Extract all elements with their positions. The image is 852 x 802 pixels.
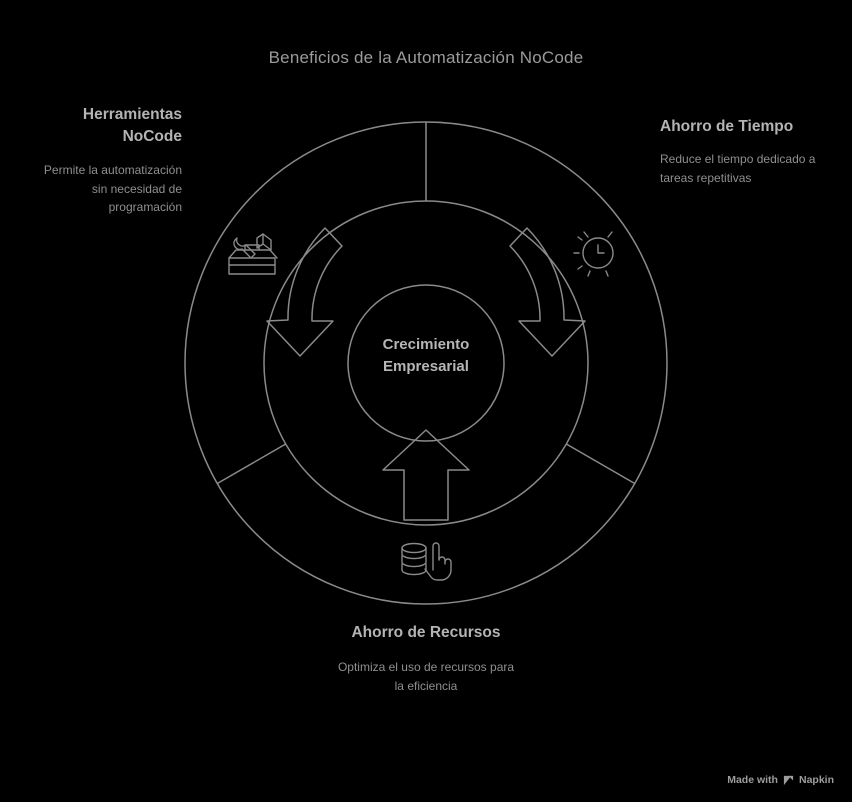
- spoke-lower-left: [217, 444, 285, 484]
- arrow-from-time: [510, 228, 585, 356]
- node-description-time: Reduce el tiempo dedicado a tareas repetitivas: [660, 152, 816, 186]
- node-label-resources: [336, 622, 516, 696]
- center-label-line-2: Empresarial: [383, 357, 469, 375]
- made-with-napkin-watermark: [727, 774, 834, 786]
- node-description-tools: Permite la automatización sin necesidad de programación: [43, 162, 182, 215]
- arrow-from-tools: [267, 228, 342, 356]
- napkin-logo-icon: [783, 775, 794, 786]
- center-label: [346, 334, 506, 378]
- node-description-resources: Optimiza el uso de recursos para la eficiencia: [337, 660, 515, 694]
- coins-hand-icon: [402, 543, 451, 580]
- node-heading-time: Ahorro de Tiempo: [660, 118, 794, 135]
- made-with-text: Made with: [727, 774, 778, 786]
- node-heading-tools: Herramientas NoCode: [82, 106, 182, 146]
- center-label-line-1: Crecimiento: [382, 336, 470, 353]
- toolbox-icon: [229, 234, 277, 274]
- node-heading-resources: Ahorro de Recursos: [351, 624, 501, 641]
- node-label-time: [660, 116, 820, 188]
- alarm-clock-icon: [574, 232, 613, 276]
- node-label-tools: [36, 104, 182, 217]
- spoke-lower-right: [566, 444, 634, 484]
- napkin-brand-text: Napkin: [798, 774, 834, 786]
- diagram-title: Beneficios de la Automatización NoCode: [268, 48, 584, 67]
- arrow-from-resources: [383, 430, 469, 520]
